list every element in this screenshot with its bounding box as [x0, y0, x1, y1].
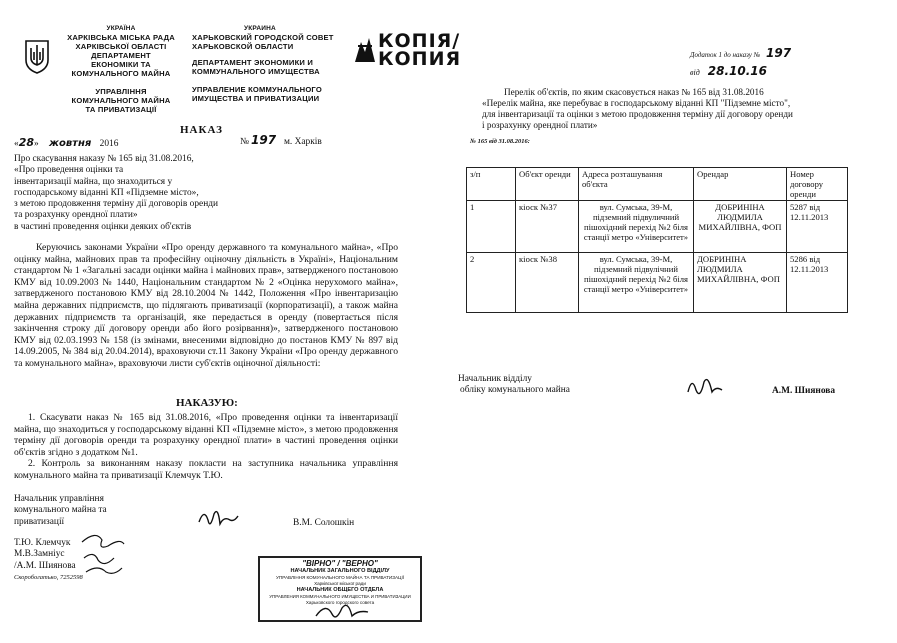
approval-name: А.М. Шиянова	[16, 560, 76, 571]
header-ru-line: ДЕПАРТАМЕНТ ЭКОНОМИКИ И	[192, 58, 314, 67]
number-prefix: №	[240, 137, 249, 147]
subject-line: «Про проведення оцінки та	[14, 165, 124, 176]
approval-line: М.В.Замніус	[14, 549, 65, 560]
order-word: НАКАЗУЮ:	[176, 397, 238, 409]
table-cell: кіоск №38	[516, 253, 579, 313]
certify-stamp-line: УПРАВЛІННЯ КОМУНАЛЬНОГО МАЙНА ТА ПРИВАТИЗАЦІЇ	[275, 575, 405, 580]
header-ru	[192, 24, 338, 103]
table-cell: 2	[467, 253, 516, 313]
table-cell: вул. Сумська, 39-М, підземний підвуличний пішохідний перехід №2 біля станції метро «Університет»	[579, 201, 694, 253]
certify-stamp-line: Харківської міської ради	[314, 581, 366, 586]
annex-title-line: «Перелік майна, яке перебуває в господарському віданні КП "Підземне місто",	[482, 98, 791, 108]
table-cell: 1	[467, 201, 516, 253]
order-subject	[14, 154, 314, 233]
table-header-cell: Орендар	[694, 168, 787, 201]
order-item: 1. Скасувати наказ № 165 від 31.08.2016, «Про проведення оцінки та інвентаризації майна, що знаходиться у господарському віданні КП «Підземне місто», з метою продовження терміну дії договорів оренди та розрахунку орендної плати» в частині проведення оцінки об'єктів згідно з додатком №1.	[14, 412, 398, 458]
header-ua-line: ХАРКІВСЬКОЇ ОБЛАСТІ	[75, 42, 167, 51]
annex-label-line	[690, 46, 890, 60]
table-row	[467, 201, 848, 253]
annex-date: 28.10.16	[707, 64, 767, 78]
header-ru-line: ИМУЩЕСТВА И ПРИВАТИЗАЦИИ	[192, 94, 320, 103]
order-number: 197	[251, 133, 277, 147]
subject-line: та розрахунку орендної плати»	[14, 210, 138, 221]
annex-title-line: Перелік об'єктів, по яким скасовується наказ № 165 від 31.08.2016	[504, 87, 764, 97]
executor: Скоробогатько, 7252598	[14, 574, 83, 581]
order-items	[14, 412, 398, 482]
header-ru-line: УПРАВЛЕНИЕ КОММУНАЛЬНОГО	[192, 85, 322, 94]
annex-ref: № 165 від 31.08.2016:	[470, 138, 530, 145]
header-ua	[58, 24, 184, 114]
subject-line: з метою продовження терміну дії договорів оренди	[14, 199, 219, 210]
header-ua-line: УПРАВЛІННЯ	[95, 87, 147, 96]
header-ua-line: ДЕПАРТАМЕНТ	[91, 51, 151, 60]
annex-title-line: для інвентаризації та оцінки з метою продовження терміну дії договору оренди	[482, 109, 793, 119]
signer-title-line: комунального майна та	[14, 505, 107, 516]
date-month: жовтня	[49, 138, 92, 149]
signature-icon	[312, 598, 372, 624]
header-ua-line: ЕКОНОМІКИ ТА	[91, 60, 151, 69]
subject-line: в частині проведення оцінки деяких об'єктів	[14, 221, 192, 232]
ua-emblem-icon	[22, 38, 52, 74]
annex-date-prefix: від	[690, 68, 700, 77]
approval-prefix: /	[14, 560, 17, 571]
table-header-cell: Адреса розташування об'єкта	[579, 168, 694, 201]
table-cell: кіоск №37	[516, 201, 579, 253]
date-year: 2016	[99, 139, 119, 149]
approval-line: Т.Ю. Клемчук	[14, 538, 71, 548]
objects-table-grid	[466, 167, 848, 313]
preamble: Керуючись законами України «Про оренду державного та комунального майна», «Про оцінку майна, майнових прав та професійну оціночну діяльність в Україні», Національним стандартом № 1 «Загальні засади оцінки майна і майнових прав», затвердженого постановою КМУ від 10.09.2003 № 1440, Національним стандартом № 2 «Оцінка нерухомого майна», затвердженого постановою КМУ від 28.10.2004 № 1442, Положення «Про інвентаризацію майна державних підприємств, що підлягають приватизації (корпоратизації), а також майна державних підприємств та організацій, яке передається в оренду (повертається після закінчення строку дії договору оренди або його розірвання)», затвердженого постановою КМУ від 02.03.1993 № 158 (із змінами, внесеними відповідно до постанов КМУ № 897 від 14.09.2005, № 384 від 20.04.2014), враховуючи ст.11 Закону України «Про оренду державного та комунального майна», враховуючи листи суб'єктів оціночної діяльності:	[14, 242, 398, 369]
order-title: НАКАЗ	[180, 124, 223, 136]
table-cell: вул. Сумська, 39-М, підземний підвулічний пішохідний перехід №2 біля станції метро «Університет»	[579, 253, 694, 313]
certify-stamp-title: "ВІРНО" / "ВЕРНО"	[302, 559, 378, 568]
annex-number: 197	[766, 46, 792, 60]
header-ua-country: УКРАЇНА	[106, 25, 136, 32]
table-header-row	[467, 168, 848, 201]
signer-title-line: Начальник управління	[14, 494, 104, 504]
signature-icon	[196, 506, 240, 532]
objects-table	[466, 167, 848, 313]
table-cell: 5287 від 12.11.2013	[787, 201, 848, 253]
signer-title-line: приватизації	[14, 516, 65, 527]
certify-stamp-line: Харьковского городского совета	[305, 600, 375, 605]
header-ua-line: КОМУНАЛЬНОГО МАЙНА	[71, 69, 171, 78]
annex-signer-line: Начальник відділу	[458, 374, 532, 384]
subject-line: Про скасування наказу № 165 від 31.08.2016,	[14, 154, 194, 164]
date-prefix: «	[14, 139, 19, 149]
certify-stamp-line: НАЧАЛЬНИК ЗАГАЛЬНОГО ВІДДІЛУ	[290, 568, 390, 574]
subject-line: господарському віданні КП «Підземне місто»,	[14, 187, 199, 198]
annex-signer-line: обліку комунального майна	[460, 385, 570, 396]
table-header-cell: Номер договору оренди	[787, 168, 848, 201]
table-cell: ДОБРИНІНА ЛЮДМИЛА МИХАЙЛІВНА, ФОП	[694, 201, 787, 253]
table-header-cell: Об'єкт оренди	[516, 168, 579, 201]
annex-label: Додаток 1 до наказу №	[690, 51, 761, 59]
annex-signer-name: А.М. Шиянова	[772, 386, 836, 396]
copy-stamp	[352, 30, 474, 70]
header-ua-line: ТА ПРИВАТИЗАЦІЇ	[85, 105, 157, 114]
table-cell: 5286 від 12.11.2013	[787, 253, 848, 313]
certify-stamp-line: УПРАВЛЕНИЯ КОММУНАЛЬНОГО ИМУЩЕСТВА И ПРИВАТИЗАЦИИ	[269, 594, 411, 599]
order-date-line: «28» жовтня 2016 № 197 м. Харків	[14, 133, 322, 149]
signature-icon	[76, 528, 130, 578]
header-ru-country: УКРАИНА	[244, 25, 276, 32]
date-day: 28	[18, 136, 34, 149]
header-ru-line: ХАРЬКОВСКИЙ ГОРОДСКОЙ СОВЕТ	[192, 33, 334, 42]
subject-line: інвентаризації майна, що знаходиться у	[14, 176, 173, 187]
signer-name: В.М. Солошкін	[293, 518, 355, 528]
annex-title	[482, 87, 880, 131]
header-ua-line: КОМУНАЛЬНОГО МАЙНА	[71, 96, 171, 105]
annex-signer-title	[458, 374, 638, 397]
header-ru-line: КОММУНАЛЬНОГО ИМУЩЕСТВА	[192, 67, 320, 76]
signature-icon	[684, 372, 724, 402]
order-item: 2. Контроль за виконанням наказу покласти на заступника начальника управління комунального майна та приватизації Клемчук Т.Ю.	[14, 458, 398, 481]
table-row	[467, 253, 848, 313]
annex-title-line: і розрахунку орендної плати»	[482, 120, 598, 130]
signer-title	[14, 494, 164, 528]
annex-date-line	[690, 64, 890, 78]
header-ua-line: ХАРКІВСЬКА МІСЬКА РАДА	[67, 33, 175, 42]
table-header-cell: з/п	[467, 168, 516, 201]
table-cell: ДОБРИНІНА ЛЮДМИЛА МИХАЙЛІВНА, ФОП	[694, 253, 787, 313]
city: м. Харків	[284, 137, 322, 147]
header-ru-line: ХАРЬКОВСКОЙ ОБЛАСТИ	[192, 42, 294, 51]
copy-stamp-text: КОПІЯ/КОПИЯ	[378, 30, 462, 70]
certify-stamp-line: НАЧАЛЬНИК ОБЩЕГО ОТДЕЛА	[296, 587, 384, 593]
city-emblem-icon	[352, 34, 378, 64]
